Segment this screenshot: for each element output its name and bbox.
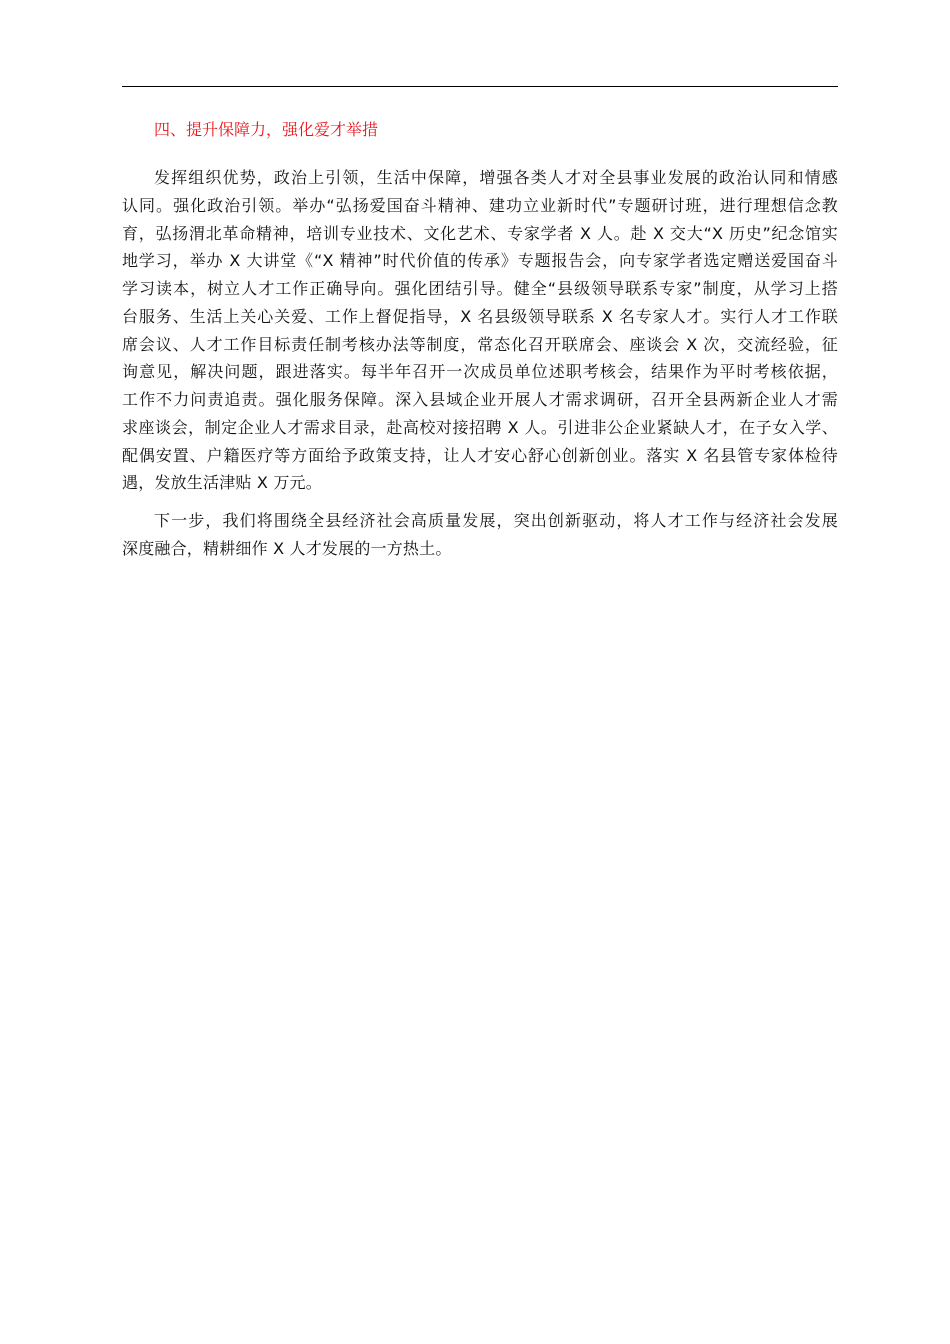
paragraph-line: 学习读本，树立人才工作正确导向。强化团结引导。健全“县级领导联系专家”制度，从学习上搭 — [122, 279, 838, 298]
paragraph-support-measures — [122, 164, 838, 497]
paragraph-line: 配偶安置、户籍医疗等方面给予政策支持，让人才安心舒心创新创业。落实 X 名县管专家体检待 — [122, 445, 838, 465]
paragraph-line: 下一步，我们将围绕全县经济社会高质量发展，突出创新驱动，将人才工作与经济社会发展 — [154, 511, 838, 530]
header-rule — [122, 86, 838, 87]
paragraph-line: 席会议、人才工作目标责任制考核办法等制度，常态化召开联席会、座谈会 X 次，交流经验，征 — [122, 334, 838, 354]
paragraph-line: 询意见，解决问题，跟进落实。每半年召开一次成员单位述职考核会，结果作为平时考核依据， — [122, 362, 838, 382]
paragraph-line: 工作不力问责追责。强化服务保障。深入县域企业开展人才需求调研，召开全县两新企业人才需 — [122, 390, 838, 409]
paragraph-line: 地学习，举办 X 大讲堂《“X 精神”时代价值的传承》专题报告会，向专家学者选定赠送爱国奋斗 — [122, 251, 838, 271]
paragraph-line: 求座谈会，制定企业人才需求目录，赴高校对接招聘 X 人。引进非公企业紧缺人才，在子女入学、 — [122, 417, 838, 437]
paragraph-line: 深度融合，精耕细作 X 人才发展的一方热土。 — [122, 538, 452, 558]
document-body — [122, 116, 838, 563]
section-heading: 四、提升保障力，强化爱才举措 — [154, 120, 379, 139]
paragraph-line: 发挥组织优势，政治上引领，生活中保障，增强各类人才对全县事业发展的政治认同和情感 — [154, 168, 838, 187]
paragraph-next-steps — [122, 507, 838, 563]
paragraph-line: 台服务、生活上关心关爱、工作上督促指导，X 名县级领导联系 X 名专家人才。实行人才工作联 — [122, 306, 838, 326]
paragraph-line: 认同。强化政治引领。举办“弘扬爱国奋斗精神、建功立业新时代”专题研讨班，进行理想信念教 — [122, 195, 838, 215]
paragraph-line: 遇，发放生活津贴 X 万元。 — [122, 473, 322, 493]
paragraph-line: 育，弘扬渭北革命精神，培训专业技术、文化艺术、专家学者 X 人。赴 X 交大“X 历史”纪念馆实 — [122, 223, 838, 243]
